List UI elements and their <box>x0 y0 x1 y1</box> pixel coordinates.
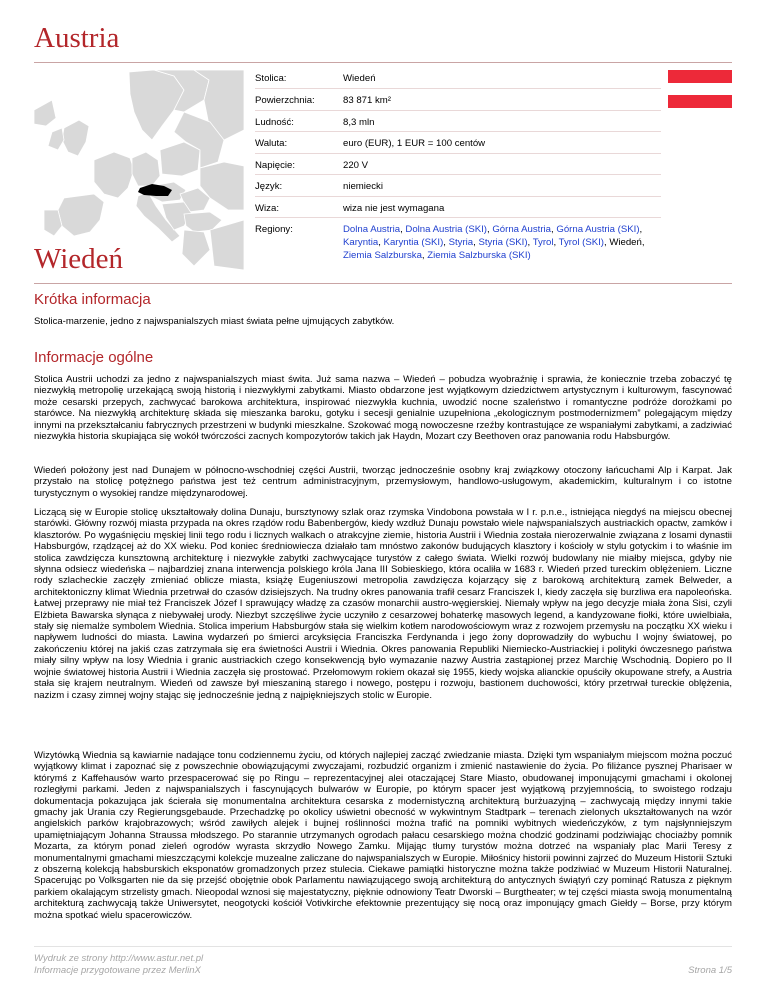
country-facts-table <box>255 67 661 262</box>
footer <box>34 953 203 976</box>
footer-credit: Informacje przygotowane przez MerlinX <box>34 964 201 976</box>
short-info-heading: Krótka informacja <box>34 291 151 308</box>
fact-value: 8,3 mln <box>343 110 661 132</box>
region-link[interactable]: Karyntia <box>343 237 379 248</box>
fact-label: Ludność: <box>255 110 343 132</box>
region-link[interactable]: Styria (SKI) <box>478 237 528 248</box>
fact-value: wiza nie jest wymagana <box>343 196 661 218</box>
fact-label: Wiza: <box>255 196 343 218</box>
regions-row <box>255 218 661 263</box>
flag-stripe-middle <box>668 83 732 96</box>
fact-value: euro (EUR), 1 EUR = 100 centów <box>343 132 661 154</box>
fact-value: niemiecki <box>343 175 661 197</box>
fact-label: Stolica: <box>255 73 287 84</box>
title-divider <box>34 62 732 63</box>
general-info-paragraph: Liczącą się w Europie stolicę ukształtowały dolina Dunaju, bursztynowy szlak oraz rzymska Vindobona powstała w I r. p.n.e., istniejąca niegdyś na miejscu obecnej starówki. Główny rozwój miasta przypada na okres rządów rodu Babenbergów, kiedy wzdłuż Dunaju powstało wiele najwspanialszych austriackich opactw, zamków i klasztorów. Po wygaśnięciu męskiej linii tego rodu i licznych walkach o atrakcyjne ziemie, historia Austrii i Wiednia została nierozerwalnie związana z losami dynastii Habsburgów, rządzącej aż do XX wieku. Pod koniec średniowiecza działało tam mnóstwo zakonów budujących klasztory i kościoły w stylu gotyckim i to właśnie im stolica zawdzięcza kunsztowną architekturę i niezwykłe zabytki zachwycające turystów z całego świata. Wielki rozwój budowlany nie miałby miejsca, gdyby nie słynna odsiecz wiedeńska – najbardziej znana interwencja polskiego króla Jana III Sobieskiego, która ocaliła w 1683 r. Wiedeń przed tureckim oblężeniem. Liczne rody szlacheckie zaczęły zmieniać oblicze miasta, książę Eugeniuszowi metropolia zawdzięcza kojarzący się z barokową architekturą zamek Belweder, a architektoniczny klimat Wiednia przetrwał do czasów dzisiejszych. Na trudny okres panowania trafił cesarz Franciszek I, kiedy zaczęła się burzliwa era napoleońska. Łatwej przeprawy nie miał też Franciszek Józef I sprawujący władzę za czasów monarchii austro-węgierskiej. Niemały wpływ na jego decyzje miała żona Sisi, czyli Elżbieta Bawarska słynąca z niebywałej urody. Niezbyt szczęśliwe życie uczyniło z cesarzowej bohaterkę masowych legend, a kandyzowane fiołki, które uwielbiała, stały się niemalże symbolem Wiednia. Stolica imperium Habsburgów stała się wielkim kotłem narodowościowym wraz z rozwojem przemysłu na początku XX wieku i napływem ludności do miasta. Lawina wydarzeń po śmierci arcyksięcia Franciszka Ferdynanda i jego żony doprowadziły do wybuchu I wojny światowej, po zakończeniu której na jakiś czas zatrzymała się era świetności Austrii i Wiednia. Okres panowania Republiki Niemiecko-Austriackiej i polityki ówczesnego państwa miały silny wpływ na losy Wiednia i granic austriackich czego konsekwencją było wymazanie nazwy Austria zastąpionej przez Marchię Wschodnią. Dopiero po II wojnie światowej historia Austrii i Wiednia zaczęła się prostować. Przełomowym rokiem okazał się 1955, kiedy wojska alianckie opuściły okupowane strefy, a Austria stała się krajem neutralnym. Wiedeń od zawsze był mieszaniną starego i nowego, postępu i rozwoju, bastionem duchowości, który przetrwał tureckie oblężenia, nazizm i czasy zimnej wojny stając się jednocześnie jedną z najpiękniejszych stolic w Europie. <box>34 507 732 701</box>
region-link[interactable]: Dolna Austria <box>343 224 401 235</box>
region-link[interactable]: Tyrol (SKI) <box>558 237 604 248</box>
fact-row <box>255 89 661 111</box>
fact-value: Wiedeń <box>343 73 376 84</box>
city-title: Wiedeń <box>34 243 124 275</box>
country-title: Austria <box>34 22 120 54</box>
footer-source: Wydruk ze strony http://www.astur.net.pl <box>34 953 204 964</box>
fact-label: Powierzchnia: <box>255 89 343 111</box>
region-link[interactable]: Ziemia Salzburska (SKI) <box>427 250 531 261</box>
region-link[interactable]: Ziemia Salzburska <box>343 250 422 261</box>
city-divider <box>34 283 732 284</box>
regions-list: Dolna Austria, Dolna Austria (SKI), Górna Austria, Górna Austria (SKI), Karyntia, Karyntia (SKI), Styria, Styria (SKI), Tyrol, Tyrol (SKI), Wiedeń, Ziemia Salzburska, Ziemia Salzburska (SKI) <box>343 218 661 263</box>
fact-row <box>255 67 661 89</box>
austria-flag <box>668 70 732 108</box>
region-link[interactable]: Dolna Austria (SKI) <box>405 224 487 235</box>
fact-row <box>255 175 661 197</box>
general-info-heading: Informacje ogólne <box>34 349 154 366</box>
fact-row <box>255 153 661 175</box>
regions-label: Regiony: <box>255 218 343 263</box>
region-text: Wiedeń <box>609 237 642 248</box>
fact-value: 220 V <box>343 153 661 175</box>
flag-stripe-bottom <box>668 95 732 108</box>
region-link[interactable]: Styria <box>448 237 474 248</box>
page-number: Strona 1/5 <box>688 965 732 976</box>
general-info-paragraph: Stolica Austrii uchodzi za jedno z najwspanialszych miast świta. Już sama nazwa – Wiedeń – pobudza wyobraźnię i sprawia, że koniecznie trzeba zobaczyć tę niezwykłą metropolię urzekającą swoją historią i niezwykłymi zabytkami. Miasto obdarzone jest wyjątkowym dziedzictwem artystycznym i kulturowym, fascynować może cesarski przepych, zachwycać barokowa architektura, inspirować niezwykła kuchnia, uwodzić nocne szaleństwo i romantyczne podróże dorożkami po starówce. Na niezwykłą architekturę składa się mieszanka baroku, gotyku i secesji genialnie uzupełniona „ekologicznym postmodernizmem” polegającym między innymi na przekształcaniu fabrycznych przestrzeni w budynki mieszkalne. Szokować mogą nowoczesne rzeźby kontrastujące ze wspaniałymi zabytkami, a zadziwiać niezwykła historia skupiająca się wokół twórczości zacnych kompozytorów takich jak Haydn, Mozart czy Beethoven oraz panowania rodu Habsburgów. <box>34 374 732 443</box>
fact-row <box>255 110 661 132</box>
fact-label: Język: <box>255 175 343 197</box>
footer-divider <box>34 946 732 947</box>
fact-label: Napięcie: <box>255 153 343 175</box>
flag-stripe-top <box>668 70 732 83</box>
region-link[interactable]: Tyrol <box>532 237 554 248</box>
fact-row <box>255 196 661 218</box>
region-link[interactable]: Górna Austria <box>492 224 552 235</box>
short-info-text: Stolica-marzenie, jedno z najwspanialszych miast świata pełne ujmujących zabytków. <box>34 316 395 327</box>
general-info-paragraph: Wiedeń położony jest nad Dunajem w północno-wschodniej części Austrii, tworząc jednocześnie osobny kraj związkowy otoczony łańcuchami Alp i Karpat. Jak przystało na stolicę potężnego państwa jest też centrum administracyjnym, przemysłowym, handlowo-usługowym, akademickim, kulturalnym i co istotne turystycznym o wysokiej randze międzynarodowej. <box>34 465 732 499</box>
region-link[interactable]: Karyntia (SKI) <box>383 237 444 248</box>
region-link[interactable]: Górna Austria (SKI) <box>556 224 640 235</box>
fact-label: Waluta: <box>255 132 343 154</box>
fact-row <box>255 132 661 154</box>
fact-value: 83 871 km² <box>343 89 661 111</box>
general-info-paragraph: Wizytówką Wiednia są kawiarnie nadające tonu codziennemu życiu, od których najlepiej zacząć zwiedzanie miasta. Dzięki tym wspaniałym miejscom można poczuć wyjątkowy klimat i zapoznać się z powszechnie obowiązującymi zwyczajami, rozbudzić organizm i zmienić nastawienie do życia. Po filiżance pysznej Pharisaer w którymś z Kaffehausów warto przespacerować się po Ringu – reprezentacyjnej alei otaczającej Stare Miasto, obudowanej imponującymi gmachami i okolonej rozległymi parkami. Jeden z najwspanialszych i fascynujących bulwarów w Europie, po którym spacer jest wyjątkową przyjemnością, to swoistego rodzaju dokumentacja pokazująca jak ścierała się monumentalna architektura cesarska z modernistyczną architekturą burżuazyjną – zachwycają między innymi takie gmachy jak Urania czy Regierungsgebaude. Przechadzkę po okolicy uświetni obecność w wykwintnym Stadtpark – terenach zielonych ukształtowanych na wzór angielskich parków krajobrazowych; wśród zawiłych alejek i bujnej roślinności można trafić na pomniki wybitnych wiedeńczyków, z tym najsłynniejszym upamiętniającym Johanna Straussa młodszego. Po starannie utrzymanych ogrodach pałacu cesarskiego można chodzić godzinami podziwiając chociażby pomnik Mozarta, za którym ponad zieleń ogrodów wyrasta skrzydło Nowego Zamku. Mijając tłumy turystów można dotrzeć na wspaniały plac Marii Teresy z monumentalnymi gmachami mieszczącymi kolekcje muzealne zaliczane do najwspanialszych w Europie. Miłośnicy historii powinni zajrzeć do Muzeum Historii Sztuki z obszerną kolekcją habsburskich eksponatów gromadzonych przez stulecia. Ciekawe pamiątki historyczne można także podziwiać w Muzeum Historii Naturalnej. Spacerując po Volksgarten nie da się przejść obojętnie obok Parlamentu nawiązującego swoją architekturą do antycznych świątyń czy pominąć Ratusza z pięknym parkiem okalającym strzelisty gmach. Nieopodal wznosi się majestatyczny, pięknie odnowiony Teatr Dworski – Burgtheater; w tej części miasta swoją monumentalną architekturą zachwycają także Uniwersytet, neogotycki kościół Votivkirche efektownie prezentujący się nocą oraz imponujący gmach Giełdy – Borse, przy którym można spotkać wielu spacerowiczów. <box>34 750 732 921</box>
